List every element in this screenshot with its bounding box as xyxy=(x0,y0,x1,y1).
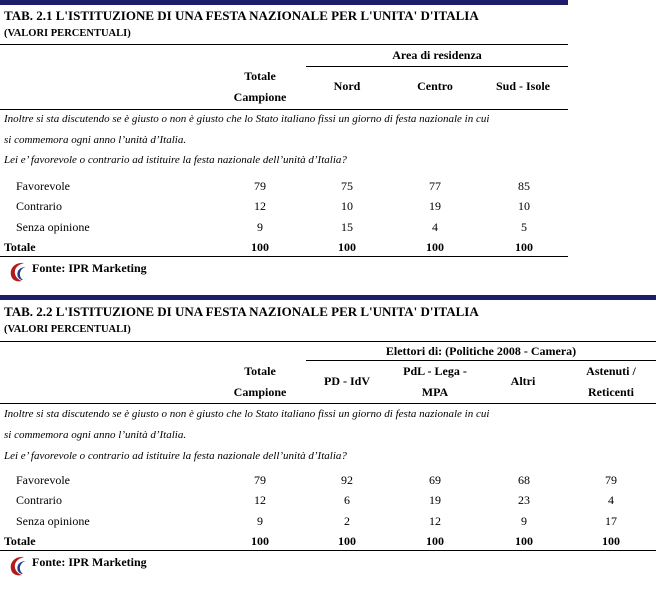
cell-value: 79 xyxy=(605,473,617,487)
table-title: TAB. 2.2 L'ISTITUZIONE DI UNA FESTA NAZIONALE PER L'UNITA' D'ITALIA xyxy=(4,304,479,319)
cell-value: 23 xyxy=(518,493,530,507)
header-underline xyxy=(0,403,656,404)
total-label: Totale xyxy=(4,534,36,548)
question-text: si commemora ogni anno l’unità d’Italia. xyxy=(4,429,187,441)
column-header-astenuti-reticenti: Astenuti / Reticenti xyxy=(586,364,636,399)
cell-value: 5 xyxy=(521,220,527,234)
cell-value: 9 xyxy=(257,514,263,528)
cell-value: 75 xyxy=(341,179,353,193)
source-note: Fonte: IPR Marketing xyxy=(32,555,147,569)
group-header-underline xyxy=(306,66,568,67)
total-value: 100 xyxy=(426,534,444,548)
total-value: 100 xyxy=(602,534,620,548)
cell-value: 6 xyxy=(344,493,350,507)
total-value: 100 xyxy=(426,240,444,254)
row-label: Senza opinione xyxy=(16,220,90,234)
cell-value: 15 xyxy=(341,220,353,234)
cell-value: 68 xyxy=(518,473,530,487)
table-title: TAB. 2.1 L'ISTITUZIONE DI UNA FESTA NAZIONALE PER L'UNITA' D'ITALIA xyxy=(4,8,479,23)
total-value: 100 xyxy=(515,240,533,254)
total-value: 100 xyxy=(251,534,269,548)
question-text: Lei e’ favorevole o contrario ad istituire la festa nazionale dell’unità d’Italia? xyxy=(4,450,347,462)
cell-value: 92 xyxy=(341,473,353,487)
cell-value: 2 xyxy=(344,514,350,528)
column-header-altri: Altri xyxy=(510,374,536,388)
column-header-pd-idv: PD - IdV xyxy=(323,374,370,388)
cell-value: 79 xyxy=(254,179,266,193)
cell-value: 77 xyxy=(429,179,441,193)
ipr-logo-icon xyxy=(6,554,28,576)
row-label: Favorevole xyxy=(16,179,70,193)
total-value: 100 xyxy=(338,534,356,548)
question-text: Lei e’ favorevole o contrario ad istituire la festa nazionale dell’unità d’Italia? xyxy=(4,154,347,166)
title-bar xyxy=(0,295,656,300)
cell-value: 19 xyxy=(429,493,441,507)
column-header-sud-isole: Sud - Isole xyxy=(495,79,551,93)
cell-value: 19 xyxy=(429,199,441,213)
cell-value: 9 xyxy=(257,220,263,234)
column-header-total: Totale Campione xyxy=(233,364,287,399)
row-label: Favorevole xyxy=(16,473,70,487)
row-label: Contrario xyxy=(16,199,62,213)
table-bottom-line xyxy=(0,550,656,551)
column-header-centro: Centro xyxy=(417,79,453,93)
cell-value: 4 xyxy=(432,220,438,234)
table-subtitle: (VALORI PERCENTUALI) xyxy=(4,324,131,335)
question-text: si commemora ogni anno l’unità d’Italia. xyxy=(4,134,187,146)
cell-value: 69 xyxy=(429,473,441,487)
title-bar xyxy=(0,0,568,5)
header-underline xyxy=(0,109,568,110)
cell-value: 4 xyxy=(608,493,614,507)
ipr-logo-icon xyxy=(6,260,28,282)
total-value: 100 xyxy=(338,240,356,254)
group-header: Area di residenza xyxy=(392,48,482,62)
group-header: Elettori di: (Politiche 2008 - Camera) xyxy=(385,344,577,358)
cell-value: 9 xyxy=(521,514,527,528)
total-value: 100 xyxy=(251,240,269,254)
table-subtitle: (VALORI PERCENTUALI) xyxy=(4,28,131,39)
source-note: Fonte: IPR Marketing xyxy=(32,261,147,275)
table-bottom-line xyxy=(0,256,568,257)
question-text: Inoltre si sta discutendo se è giusto o non è giusto che lo Stato italiano fissi un giorno di festa nazionale in cui xyxy=(4,113,490,125)
total-label: Totale xyxy=(4,240,36,254)
row-label: Senza opinione xyxy=(16,514,90,528)
cell-value: 10 xyxy=(341,199,353,213)
question-text: Inoltre si sta discutendo se è giusto o non è giusto che lo Stato italiano fissi un giorno di festa nazionale in cui xyxy=(4,408,490,420)
column-header-pdl-lega-mpa: PdL - Lega - MPA xyxy=(403,364,467,399)
cell-value: 12 xyxy=(254,199,266,213)
cell-value: 85 xyxy=(518,179,530,193)
column-header-nord: Nord xyxy=(333,79,361,93)
cell-value: 12 xyxy=(254,493,266,507)
cell-value: 10 xyxy=(518,199,530,213)
column-header-total: Totale Campione xyxy=(233,69,287,104)
cell-value: 17 xyxy=(605,514,617,528)
total-value: 100 xyxy=(515,534,533,548)
cell-value: 12 xyxy=(429,514,441,528)
row-label: Contrario xyxy=(16,493,62,507)
cell-value: 79 xyxy=(254,473,266,487)
